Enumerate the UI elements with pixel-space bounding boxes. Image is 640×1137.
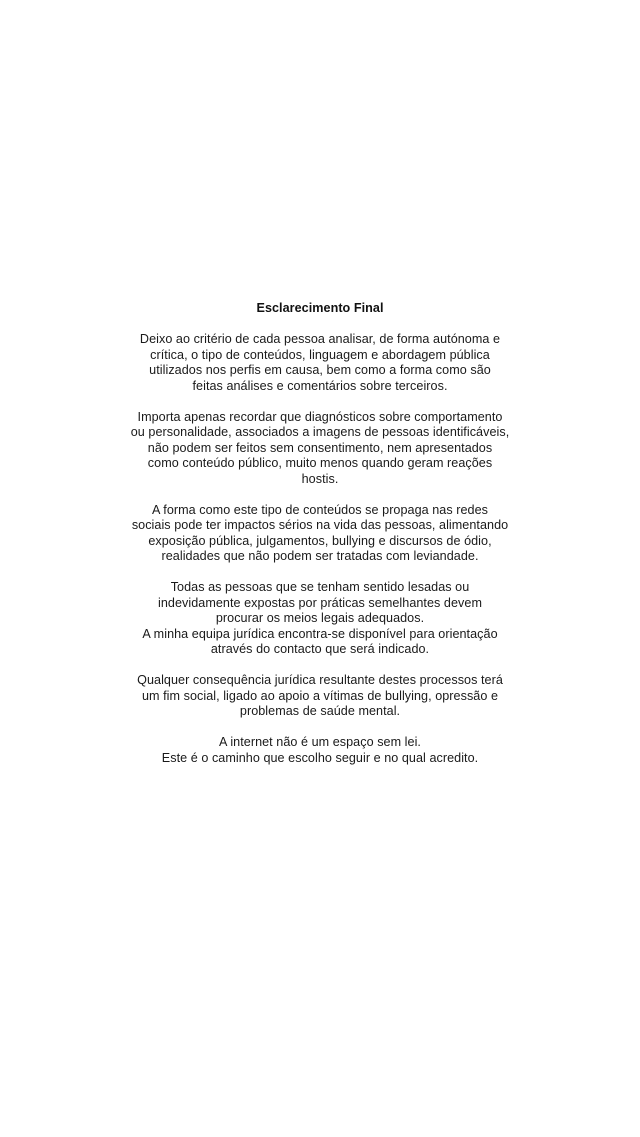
paragraph-line: problemas de saúde mental.: [239, 704, 401, 718]
statement-body: [120, 301, 520, 782]
paragraph-impact: [120, 503, 520, 565]
paragraph-line: através do contacto que será indicado.: [210, 642, 430, 656]
paragraph-line: crítica, o tipo de conteúdos, linguagem e abordagem pública: [150, 347, 490, 362]
paragraph-line: sociais pode ter impactos sérios na vida das pessoas, alimentando: [131, 518, 509, 532]
statement-title: Esclarecimento Final: [256, 301, 384, 315]
paragraph-line: Todas as pessoas que se tenham sentido lesadas ou: [170, 580, 470, 594]
paragraph-line: como conteúdo público, muito menos quando geram reações: [147, 456, 493, 470]
paragraph-line: feitas análises e comentários sobre terceiros.: [192, 378, 448, 393]
paragraph-line: procurar os meios legais adequados.: [215, 611, 425, 625]
paragraph-line: hostis.: [301, 471, 339, 486]
paragraph-line: ou personalidade, associados a imagens de pessoas identificáveis,: [130, 425, 510, 439]
paragraph-line: indevidamente expostas por práticas semelhantes devem: [158, 595, 482, 610]
paragraph-line: Importa apenas recordar que diagnósticos sobre comportamento: [137, 409, 503, 424]
paragraph-social-purpose: [120, 673, 520, 720]
paragraph-line: exposição pública, julgamentos, bullying e discursos de ódio,: [148, 533, 492, 548]
paragraph-line: não podem ser feitos sem consentimento, nem apresentados: [147, 440, 493, 455]
paragraph-line: A internet não é um espaço sem lei.: [219, 735, 421, 749]
paragraph-legal-means: [120, 580, 520, 658]
paragraph-consent: [120, 410, 520, 488]
paragraph-criteria: [120, 332, 520, 394]
paragraph-line: realidades que não podem ser tratadas com leviandade.: [161, 549, 479, 563]
paragraph-line: Este é o caminho que escolho seguir e no qual acredito.: [161, 750, 479, 765]
paragraph-line: utilizados nos perfis em causa, bem como a forma como são: [149, 363, 491, 377]
paragraph-line: A minha equipa jurídica encontra-se disponível para orientação: [142, 626, 498, 641]
paragraph-closing: [120, 735, 520, 766]
paragraph-line: Qualquer consequência jurídica resultante destes processos terá: [137, 673, 503, 687]
paragraph-line: Deixo ao critério de cada pessoa analisar, de forma autónoma e: [139, 332, 501, 346]
paragraph-line: um fim social, ligado ao apoio a vítimas de bullying, opressão e: [141, 688, 498, 703]
paragraph-line: A forma como este tipo de conteúdos se propaga nas redes: [151, 502, 489, 517]
